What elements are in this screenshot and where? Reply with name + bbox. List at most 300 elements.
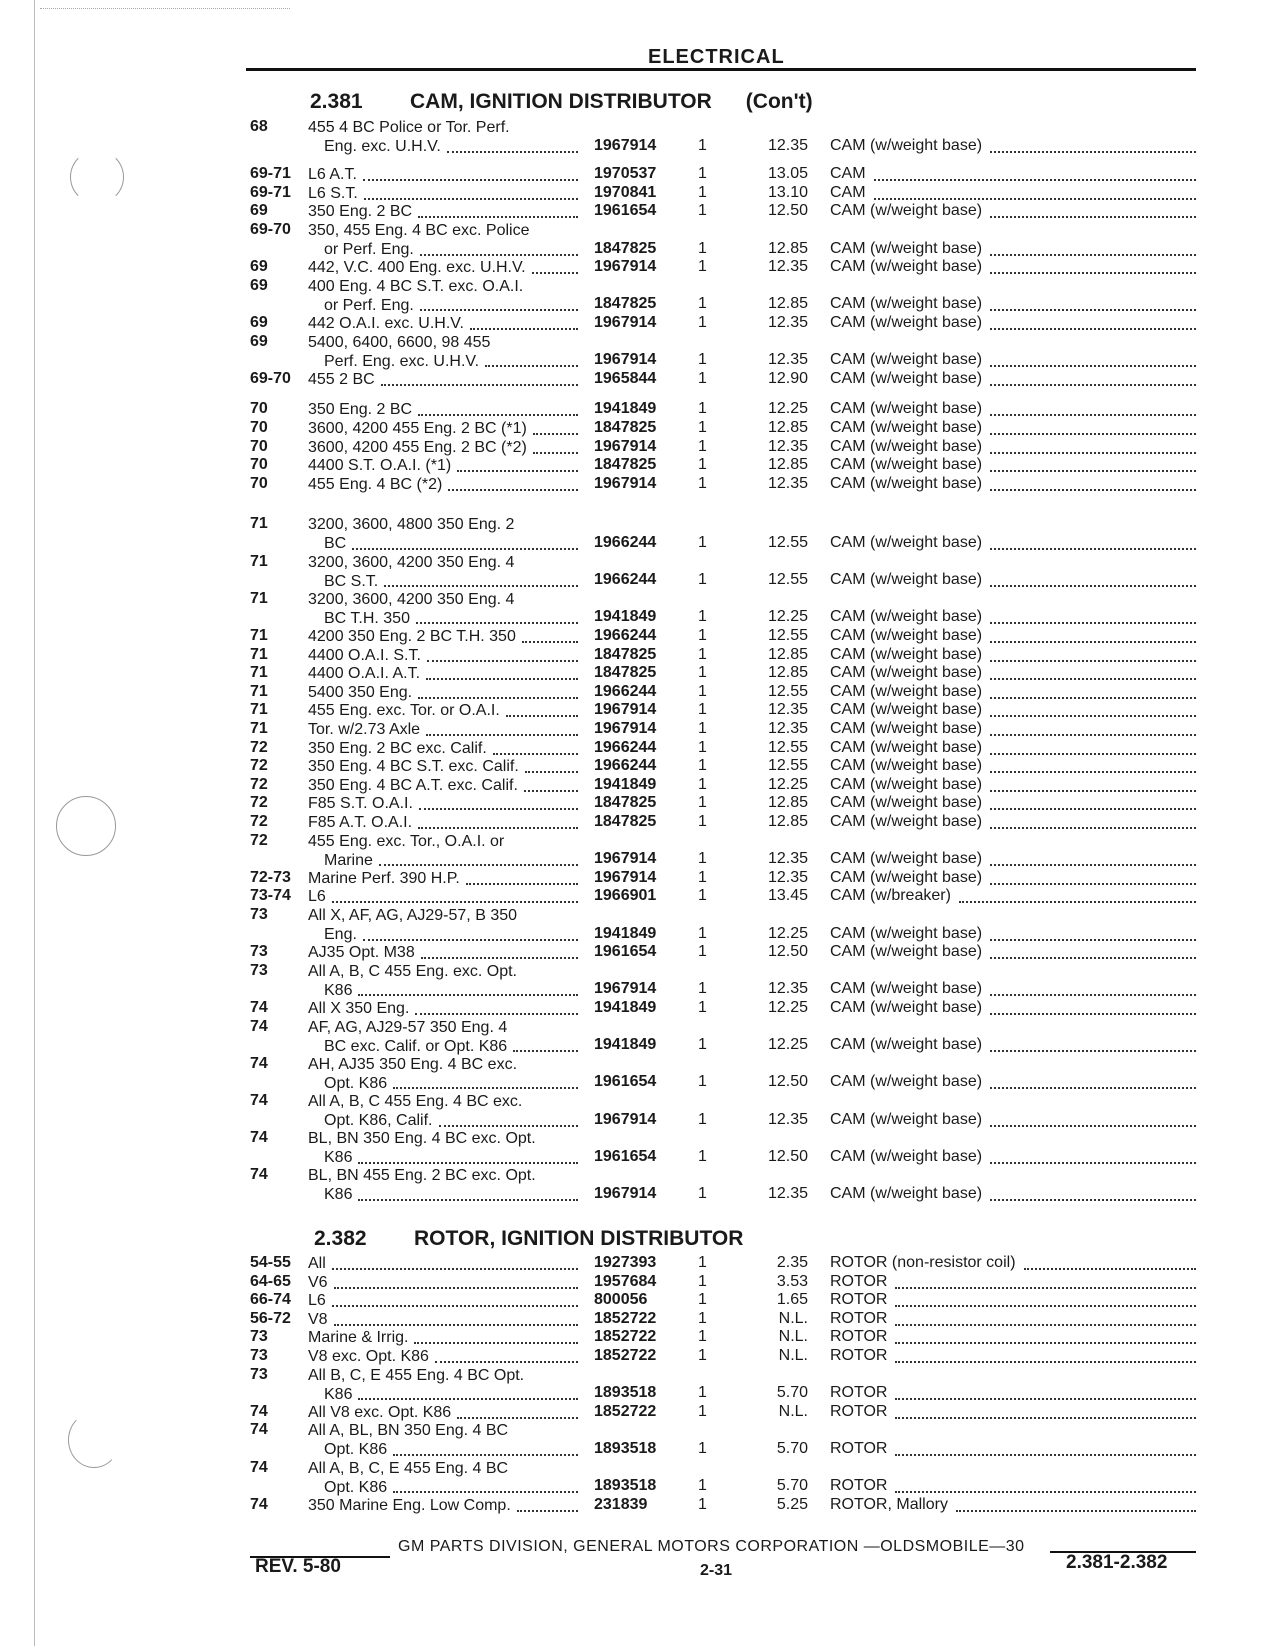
description-line: All V8 exc. Opt. K86	[308, 1403, 452, 1421]
dot-leader	[990, 697, 1196, 699]
dot-leader	[358, 994, 578, 996]
part-name-text: CAM (w/weight base)	[830, 314, 983, 331]
part-number: 1941849	[594, 400, 657, 418]
part-number: 1967914	[594, 351, 657, 369]
price: 12.25	[767, 775, 808, 793]
quantity: 1	[698, 980, 707, 998]
dot-leader	[447, 151, 578, 153]
application-description	[308, 683, 578, 702]
dot-leader	[358, 1199, 578, 1201]
quantity: 1	[698, 136, 707, 154]
description-line: L6	[308, 888, 326, 906]
dot-leader	[506, 715, 578, 717]
dot-leader	[990, 678, 1196, 680]
description-line: Opt. K86	[324, 1074, 388, 1092]
dot-leader	[990, 1050, 1196, 1052]
model-year: 71	[250, 552, 268, 570]
part-number: 1967914	[594, 980, 657, 998]
part-number: 1941849	[594, 1036, 657, 1054]
description-line: All	[308, 1255, 326, 1272]
part-name-text: CAM (w/weight base)	[830, 720, 983, 737]
description-line: Marine Perf. 390 H.P.	[308, 869, 460, 887]
dot-leader	[420, 254, 578, 256]
part-name-text: ROTOR	[830, 1347, 888, 1364]
description-line: K86	[324, 1186, 353, 1204]
quantity: 1	[698, 1439, 707, 1457]
part-number: 1847825	[594, 794, 657, 812]
quantity: 1	[698, 258, 707, 276]
scan-speck-line	[40, 8, 290, 9]
application-description	[308, 1347, 578, 1366]
price: 12.35	[767, 437, 808, 455]
quantity: 1	[698, 1328, 707, 1346]
part-name-text: CAM (w/weight base)	[830, 1147, 983, 1165]
price: 13.10	[767, 183, 808, 201]
part-number: 1852722	[594, 1402, 657, 1420]
description-line: F85 A.T. O.A.I.	[308, 814, 413, 831]
application-description	[308, 627, 578, 646]
part-name-text: CAM (w/weight base)	[830, 608, 983, 626]
quantity: 1	[698, 868, 707, 886]
section-header: ELECTRICAL	[648, 46, 785, 68]
description-line: AF, AG, AJ29-57 350 Eng. 4	[308, 1018, 508, 1036]
part-name-text: CAM (w/weight base)	[830, 258, 983, 276]
quantity: 1	[698, 1110, 707, 1128]
description-line: All A, B, C 455 Eng. exc. Opt.	[308, 962, 517, 980]
quantity: 1	[698, 1036, 707, 1054]
footer-publisher: GM PARTS DIVISION, GENERAL MOTORS CORPORATION —OLDSMOBILE—30	[398, 1538, 1025, 1555]
dot-leader	[418, 216, 578, 218]
price: 12.35	[767, 314, 808, 331]
dot-leader	[990, 384, 1196, 386]
dot-leader	[990, 585, 1196, 587]
model-year: 70	[250, 456, 268, 474]
part-name-text: CAM (w/weight base)	[830, 1036, 983, 1054]
dot-leader	[426, 734, 578, 736]
quantity: 1	[698, 664, 707, 682]
description-line: 3600, 4200 455 Eng. 2 BC (*2)	[308, 438, 527, 456]
dot-leader	[990, 808, 1196, 810]
part-name-text: CAM (w/weight base)	[830, 533, 983, 551]
application-description	[308, 165, 578, 184]
description-line: K86	[324, 1385, 353, 1403]
application-description	[308, 1310, 578, 1329]
model-year: 73	[250, 1328, 268, 1346]
quantity: 1	[698, 738, 707, 756]
price: 12.50	[767, 1147, 808, 1165]
part-number: 1941849	[594, 608, 657, 626]
part-name-text: CAM (w/weight base)	[830, 239, 983, 257]
price: 12.85	[767, 419, 808, 436]
quantity: 1	[698, 456, 707, 474]
application-description	[308, 400, 578, 419]
part-number: 1961654	[594, 1147, 657, 1165]
model-year: 71	[250, 589, 268, 607]
quantity: 1	[698, 757, 707, 775]
price: N.L.	[778, 1402, 808, 1420]
part-name-text: CAM (w/weight base)	[830, 1184, 983, 1202]
part-number: 800056	[594, 1291, 648, 1309]
model-year: 72	[250, 813, 268, 830]
quantity: 1	[698, 943, 707, 961]
model-year: 74	[250, 999, 268, 1016]
quantity: 1	[698, 165, 707, 183]
part-number: 1966244	[594, 533, 657, 551]
part-number: 1893518	[594, 1477, 657, 1495]
model-year: 66-74	[250, 1291, 291, 1309]
part-number: 1970841	[594, 183, 657, 201]
dot-leader	[517, 1510, 578, 1512]
price: 12.55	[767, 757, 808, 775]
description-line: 442, V.C. 400 Eng. exc. U.H.V.	[308, 259, 526, 277]
price: 13.45	[767, 887, 808, 905]
dot-leader	[358, 1162, 578, 1164]
model-year: 71	[250, 515, 268, 533]
dot-leader	[379, 864, 578, 866]
dot-leader	[990, 151, 1196, 153]
model-year: 69-70	[250, 221, 291, 238]
dot-leader	[513, 1050, 578, 1052]
price: 12.35	[767, 136, 808, 154]
quantity: 1	[698, 1254, 707, 1271]
section-number: 2.382	[314, 1227, 367, 1250]
quantity: 1	[698, 183, 707, 201]
quantity: 1	[698, 682, 707, 700]
price: 12.35	[767, 351, 808, 369]
price: 12.35	[767, 850, 808, 868]
description-line: V8	[308, 1310, 328, 1328]
continued-label: (Con't)	[745, 90, 813, 113]
part-name-text: ROTOR	[830, 1309, 888, 1327]
price: 12.85	[767, 794, 808, 812]
dot-leader	[334, 1287, 578, 1289]
quantity: 1	[698, 1309, 707, 1327]
dot-leader	[990, 1125, 1196, 1127]
part-name-text: ROTOR	[830, 1328, 888, 1346]
part-name-text: ROTOR	[830, 1439, 888, 1457]
application-description	[308, 943, 578, 962]
dot-leader	[332, 1268, 578, 1270]
quantity: 1	[698, 1184, 707, 1202]
dot-leader	[990, 489, 1196, 491]
part-name-text: ROTOR, Mallory	[830, 1495, 948, 1513]
dot-leader	[990, 939, 1196, 941]
description-line: 3200, 3600, 4200 350 Eng. 4	[308, 590, 515, 608]
part-name-text: CAM (w/weight base)	[830, 295, 983, 313]
application-description	[308, 999, 578, 1018]
quantity: 1	[698, 400, 707, 418]
part-name-text: CAM (w/weight base)	[830, 456, 983, 474]
section-number: 2.381	[310, 90, 363, 113]
description-line: Opt. K86	[324, 1441, 388, 1459]
description-line: BC exc. Calif. or Opt. K86	[324, 1037, 508, 1055]
model-year: 73	[250, 1347, 268, 1364]
application-description	[308, 813, 578, 832]
dot-leader	[990, 994, 1196, 996]
description-line: or Perf. Eng.	[324, 296, 414, 314]
part-number: 1967914	[594, 850, 657, 868]
dot-leader	[414, 1342, 578, 1344]
quantity: 1	[698, 1291, 707, 1309]
price: 12.55	[767, 738, 808, 756]
quantity: 1	[698, 1402, 707, 1420]
description-line: All A, BL, BN 350 Eng. 4 BC	[308, 1422, 509, 1440]
dot-leader	[532, 272, 578, 274]
dot-leader	[363, 939, 578, 941]
part-number: 1967914	[594, 1110, 657, 1128]
model-year: 72	[250, 775, 268, 793]
description-line: F85 S.T. O.A.I.	[308, 795, 413, 813]
part-number: 1967914	[594, 314, 657, 331]
price: 12.35	[767, 980, 808, 998]
quantity: 1	[698, 351, 707, 369]
part-number: 1967914	[594, 868, 657, 886]
price: 12.85	[767, 456, 808, 474]
price: 13.05	[767, 165, 808, 183]
price: 12.35	[767, 1184, 808, 1202]
dot-leader	[895, 1454, 1196, 1456]
description-line: BC	[324, 535, 347, 553]
description-line: 400 Eng. 4 BC S.T. exc. O.A.I.	[308, 277, 524, 295]
model-year: 69-71	[250, 165, 291, 183]
part-number: 1967914	[594, 1184, 657, 1202]
part-name-text: CAM (w/weight base)	[830, 202, 983, 220]
part-number: 1967914	[594, 136, 657, 154]
price: 2.35	[776, 1254, 808, 1271]
description-line: Tor. w/2.73 Axle	[308, 721, 421, 738]
description-line: 350 Eng. 2 BC exc. Calif.	[308, 739, 487, 757]
application-description	[308, 646, 578, 665]
dot-leader	[1024, 1268, 1196, 1270]
model-year: 71	[250, 720, 268, 737]
description-line: All B, C, E 455 Eng. 4 BC Opt.	[308, 1366, 525, 1384]
description-line: L6 A.T.	[308, 166, 357, 184]
application-description	[308, 258, 578, 277]
section-range: 2.381-2.382	[1066, 1552, 1168, 1573]
description-line: AH, AJ35 350 Eng. 4 BC exc.	[308, 1055, 518, 1073]
part-name-text: CAM (w/weight base)	[830, 571, 983, 589]
model-year: 69-71	[250, 183, 291, 201]
application-description	[308, 202, 578, 221]
dot-leader	[990, 365, 1196, 367]
part-name-text: CAM (w/weight base)	[830, 701, 983, 719]
part-number: 1967914	[594, 258, 657, 276]
price: N.L.	[778, 1347, 808, 1364]
quantity: 1	[698, 608, 707, 626]
description-line: 4200 350 Eng. 2 BC T.H. 350	[308, 628, 516, 645]
price: 12.25	[767, 999, 808, 1016]
model-year: 73	[250, 1365, 268, 1383]
dot-leader	[533, 452, 578, 454]
application-description	[308, 1328, 578, 1347]
dot-leader	[895, 1324, 1196, 1326]
description-line: 3600, 4200 455 Eng. 2 BC (*1)	[308, 420, 527, 437]
part-name-text: CAM (w/weight base)	[830, 1110, 983, 1128]
model-year: 69	[250, 258, 268, 276]
description-line: 350 Marine Eng. Low Comp.	[308, 1496, 511, 1514]
part-name-text: CAM (w/weight base)	[830, 437, 983, 455]
quantity: 1	[698, 437, 707, 455]
price: 12.35	[767, 701, 808, 719]
price: 12.85	[767, 239, 808, 257]
dot-leader	[448, 489, 578, 491]
model-year: 72	[250, 738, 268, 756]
dot-leader	[990, 452, 1196, 454]
dot-leader	[332, 1305, 578, 1307]
price: 12.35	[767, 868, 808, 886]
description-line: Perf. Eng. exc. U.H.V.	[324, 352, 480, 370]
part-name-text: CAM	[830, 165, 866, 183]
quantity: 1	[698, 295, 707, 313]
price: 12.35	[767, 474, 808, 492]
application-description	[308, 794, 578, 813]
price: N.L.	[778, 1309, 808, 1327]
model-year: 56-72	[250, 1309, 291, 1327]
description-line: 455 4 BC Police or Tor. Perf.	[308, 119, 510, 136]
quantity: 1	[698, 369, 707, 387]
application-description	[308, 1403, 578, 1422]
model-year: 73	[250, 906, 268, 923]
quantity: 1	[698, 645, 707, 663]
part-number: 1847825	[594, 239, 657, 257]
quantity: 1	[698, 1384, 707, 1402]
part-name-text: CAM (w/weight base)	[830, 999, 983, 1016]
part-name-text: CAM (w/weight base)	[830, 775, 983, 793]
description-line: Marine	[324, 851, 373, 869]
dot-leader	[990, 272, 1196, 274]
part-number: 1893518	[594, 1439, 657, 1457]
model-year: 74	[250, 1458, 268, 1476]
dot-leader	[990, 753, 1196, 755]
model-year: 72	[250, 757, 268, 775]
quantity: 1	[698, 314, 707, 331]
application-description	[308, 314, 578, 333]
part-number: 1847825	[594, 645, 657, 663]
price: 12.55	[767, 533, 808, 551]
model-year: 71	[250, 701, 268, 719]
application-description	[308, 456, 578, 475]
part-number: 1966244	[594, 738, 657, 756]
part-number: 1957684	[594, 1272, 657, 1290]
part-number: 1847825	[594, 419, 657, 436]
model-year: 54-55	[250, 1254, 291, 1271]
section-title-text: CAM, IGNITION DISTRIBUTOR	[410, 90, 712, 113]
dot-leader	[470, 328, 578, 330]
dot-leader	[522, 641, 578, 643]
price: 12.35	[767, 258, 808, 276]
dot-leader	[990, 433, 1196, 435]
quantity: 1	[698, 1272, 707, 1290]
description-line: 4400 S.T. O.A.I. (*1)	[308, 457, 452, 475]
dot-leader	[418, 827, 578, 829]
part-name-text: CAM (w/weight base)	[830, 1073, 983, 1091]
dot-leader	[525, 771, 578, 773]
dot-leader	[895, 1342, 1196, 1344]
section-title-cam	[310, 90, 813, 114]
part-number: 1847825	[594, 813, 657, 830]
application-description	[308, 664, 578, 683]
dot-leader	[358, 1398, 578, 1400]
model-year: 69	[250, 276, 268, 294]
price: 12.35	[767, 720, 808, 737]
dot-leader	[418, 697, 578, 699]
part-number: 1967914	[594, 720, 657, 737]
part-number: 1967914	[594, 474, 657, 492]
part-name-text: ROTOR	[830, 1291, 888, 1309]
dot-leader	[990, 254, 1196, 256]
dot-leader	[990, 660, 1196, 662]
price: 12.35	[767, 1110, 808, 1128]
application-description	[308, 739, 578, 758]
part-name-text: CAM (w/weight base)	[830, 868, 983, 886]
dot-leader	[990, 1087, 1196, 1089]
price: 12.85	[767, 295, 808, 313]
description-line: Opt. K86, Calif.	[324, 1112, 433, 1129]
price: 12.50	[767, 202, 808, 220]
description-line: L6 S.T.	[308, 184, 358, 202]
dot-leader	[384, 585, 578, 587]
dot-leader	[421, 957, 578, 959]
description-line: V8 exc. Opt. K86	[308, 1348, 429, 1365]
application-description	[308, 184, 578, 203]
model-year: 71	[250, 664, 268, 682]
dot-leader	[485, 365, 578, 367]
part-number: 1966901	[594, 887, 657, 905]
price: 12.55	[767, 682, 808, 700]
application-description	[308, 720, 578, 739]
quantity: 1	[698, 571, 707, 589]
model-year: 68	[250, 118, 268, 135]
quantity: 1	[698, 474, 707, 492]
dot-leader	[419, 808, 578, 810]
part-name-text: ROTOR	[830, 1402, 888, 1420]
part-number: 1966244	[594, 757, 657, 775]
punch-hole-mark	[68, 1412, 120, 1468]
dot-leader	[895, 1491, 1196, 1493]
model-year: 74	[250, 1166, 268, 1184]
dot-leader	[990, 827, 1196, 829]
quantity: 1	[698, 533, 707, 551]
dot-leader	[352, 548, 578, 550]
description-line: 350 Eng. 2 BC	[308, 401, 413, 419]
price: 5.70	[776, 1439, 808, 1457]
quantity: 1	[698, 924, 707, 942]
description-line: K86	[324, 981, 353, 999]
punch-hole-mark	[70, 150, 124, 204]
part-name-text: CAM (w/weight base)	[830, 924, 983, 942]
application-description	[308, 370, 578, 389]
price: N.L.	[778, 1328, 808, 1346]
part-number: 1941849	[594, 999, 657, 1016]
part-number: 1852722	[594, 1347, 657, 1364]
application-description	[308, 887, 578, 906]
dot-leader	[895, 1361, 1196, 1363]
part-number: 1967914	[594, 437, 657, 455]
description-line: All X 350 Eng.	[308, 1000, 410, 1017]
part-number: 1941849	[594, 775, 657, 793]
description-line: 3200, 3600, 4800 350 Eng. 2	[308, 516, 515, 534]
part-name-text: CAM (w/weight base)	[830, 474, 983, 492]
dot-leader	[990, 470, 1196, 472]
description-line: 5400 350 Eng.	[308, 683, 413, 701]
part-number: 1961654	[594, 1073, 657, 1091]
price: 12.50	[767, 1073, 808, 1091]
dot-leader	[990, 216, 1196, 218]
application-description	[308, 438, 578, 457]
dot-leader	[381, 384, 578, 386]
model-year: 64-65	[250, 1272, 291, 1290]
part-number: 1961654	[594, 943, 657, 961]
